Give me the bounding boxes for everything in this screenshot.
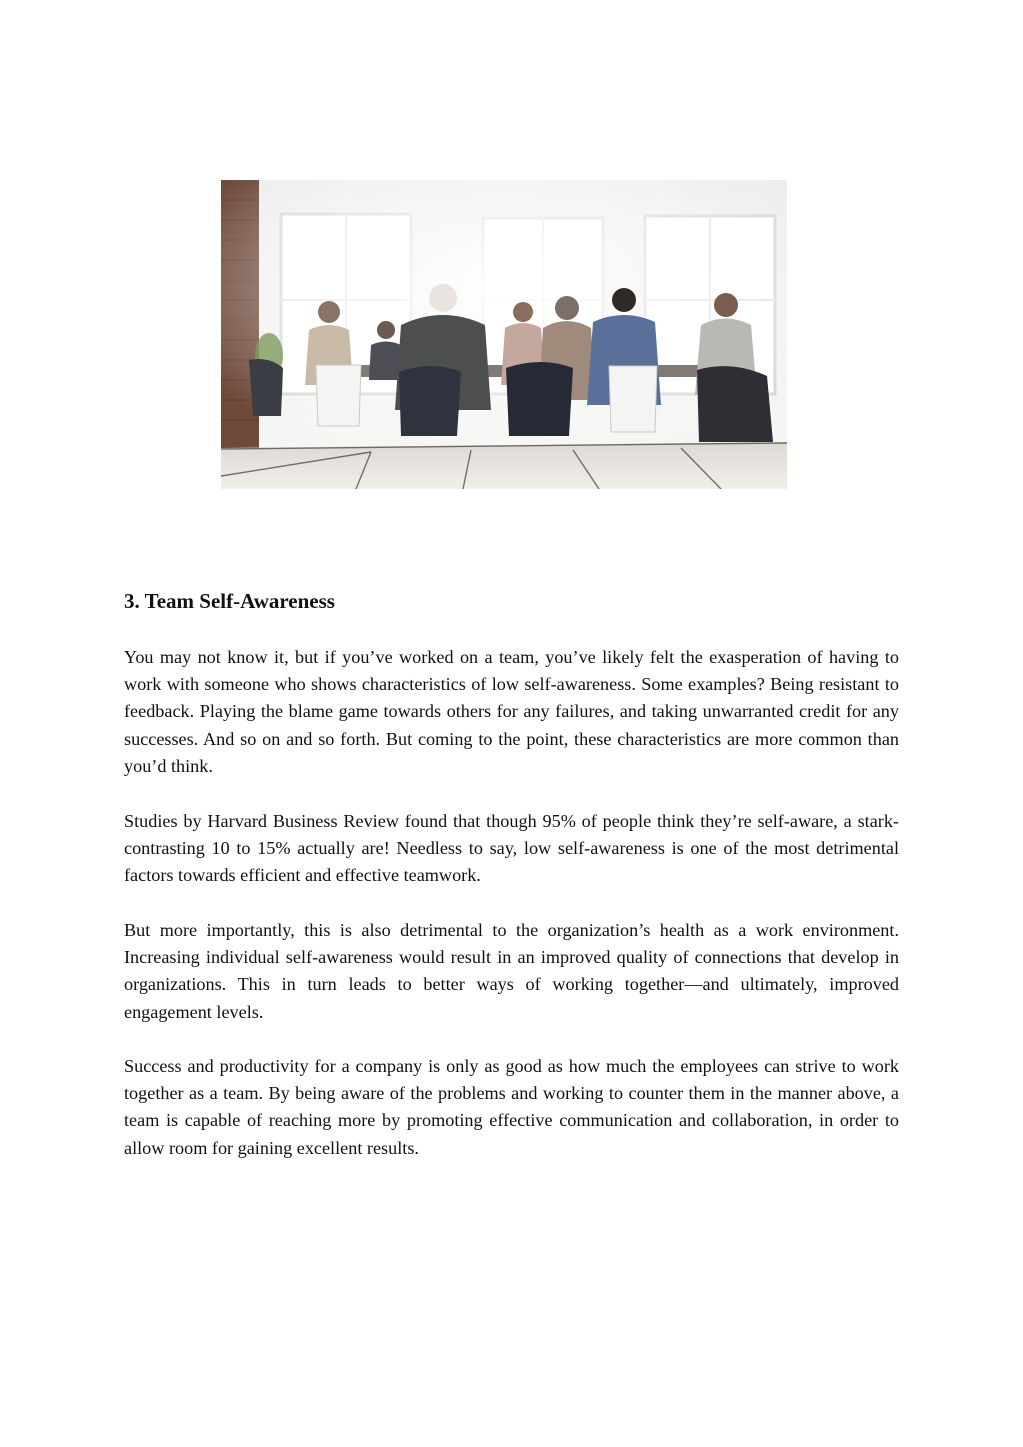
paragraph-1: You may not know it, but if you’ve worked on a team, you’ve likely felt the exasperation of having to work with someone who shows characteristics of low self-awareness. Some examples? Being resistant to feedback. Playing the blame game towards others for any failures, and taking unwarranted credit for any successes. And so on and so forth. But coming to the point, these characteristics are more common than you’d think. (124, 647, 899, 776)
section-heading: 3. Team Self-Awareness (124, 589, 335, 613)
paragraph-4: Success and productivity for a company is only as good as how much the employees can strive to work together as a team. By being aware of the problems and working to counter them in the manner above, a team is capable of reaching more by promoting effective communication and collaboration, in order to allow room for gaining excellent results. (124, 1056, 899, 1158)
paragraph-2: Studies by Harvard Business Review found that though 95% of people think they’re self-aware, a stark-contrasting 10 to 15% actually are! Needless to say, low self-awareness is one of the most detrimental factors towards efficient and effective teamwork. (124, 811, 899, 886)
paragraph-3: But more importantly, this is also detrimental to the organization’s health as a work environment. Increasing individual self-awareness would result in an improved quality of connections that develop in organizations. This in turn leads to better ways of working together—and ultimately, improved engagement levels. (124, 920, 899, 1022)
team-meeting-photo (221, 180, 787, 489)
